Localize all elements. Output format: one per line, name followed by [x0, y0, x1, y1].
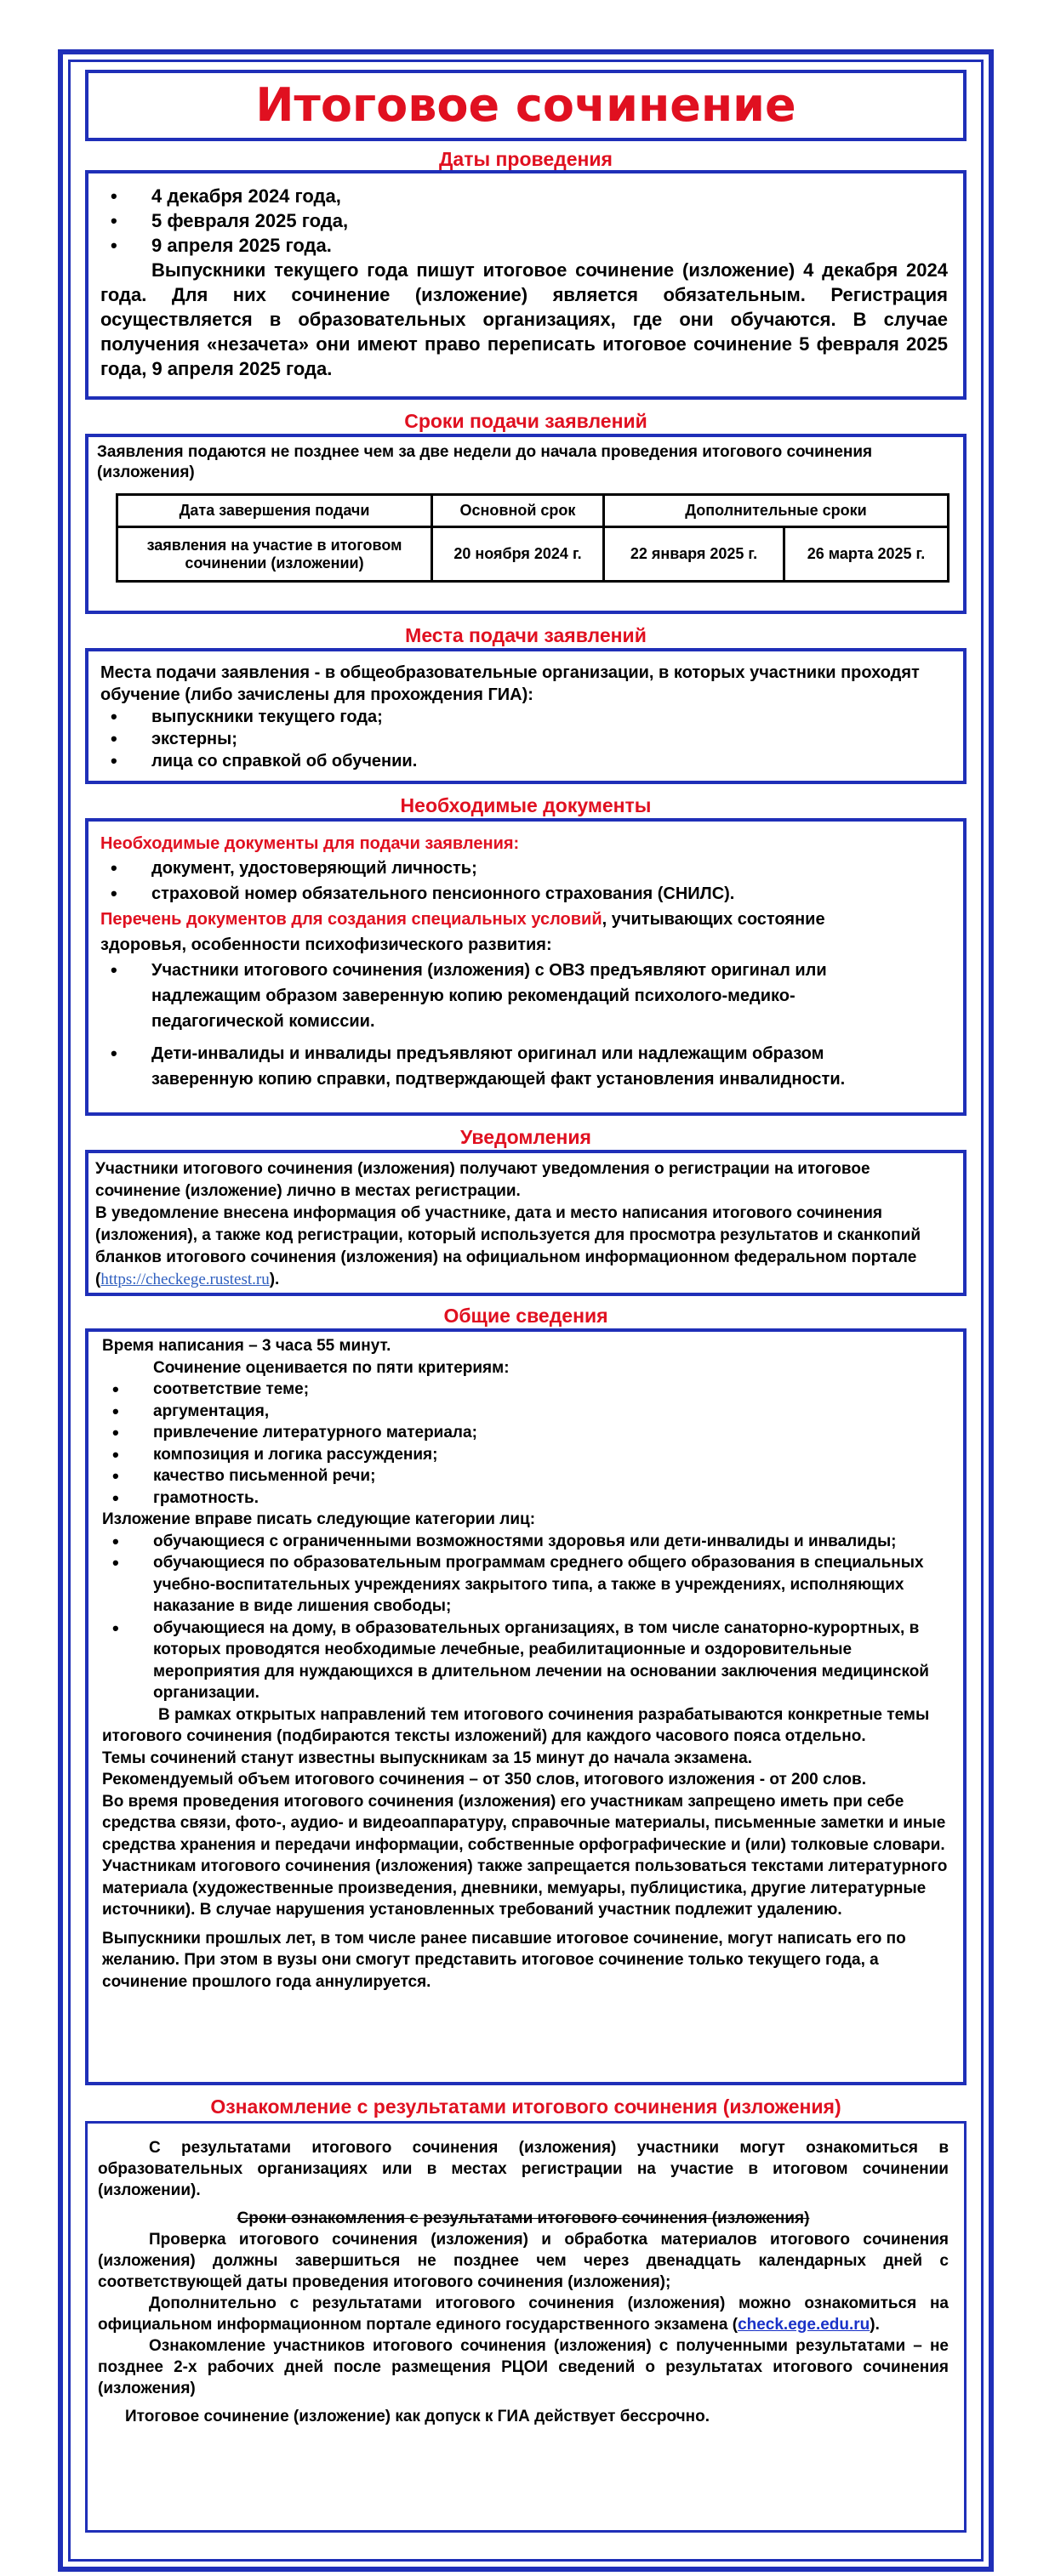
criteria-item: • грамотность. [102, 1487, 950, 1510]
general-time: Время написания – 3 часа 55 минут. [102, 1337, 391, 1355]
notices-p2 [95, 1203, 956, 1291]
results-box [85, 2121, 967, 2533]
criteria-item: • привлечение литературного материала; [102, 1422, 950, 1444]
notices-p2-text: В уведомление внесена информация об участнике, дата и место написания итогового сочинения (изложения), а также код регистрации, который используется для просмотра результатов и сканкопий бланков итогового сочинения (изложения) на официальном информационном федеральном портале ( [95, 1204, 921, 1288]
category-item: • обучающиеся на дому, в образовательных организациях, в том числе санаторно-курортных, в которых проводятся необходимые лечебные, реабилитационные и оздоровительные мероприятия для нуждающихся в длительном лечении на основании заключения медицинской организации. [102, 1618, 950, 1704]
docs-list1 [100, 856, 912, 907]
notices-box [85, 1150, 967, 1296]
dates-box [85, 170, 967, 400]
general-heading: Общие сведения [443, 1305, 608, 1327]
results-subheading: Сроки ознакомления с результатами итогового сочинения (изложения) [237, 2209, 810, 2227]
criteria-intro: Сочинение оценивается по пяти критериям: [153, 1358, 510, 1377]
general-topics: В рамках открытых направлений тем итогового сочинения разрабатываются конкретные темы итогового сочинения (подбираются тексты изложений) для каждого часового пояса отдельно. [102, 1705, 930, 1745]
date-item: • 4 декабря 2024 года, [100, 184, 948, 208]
place-item: • экстерны; [100, 728, 951, 750]
col-header-date: Дата завершения подачи [117, 495, 432, 527]
date-item: • 9 апреля 2025 года. [100, 233, 948, 258]
general-volume: Рекомендуемый объем итогового сочинения – от 350 слов, итогового изложения - от 200 слов. [102, 1771, 866, 1788]
check-ege-link[interactable]: check.ege.edu.ru [738, 2316, 870, 2334]
criteria-item: • качество письменной речи; [102, 1465, 950, 1487]
general-past: Выпускники прошлых лет, в том числе ранее писавшие итоговое сочинение, могут написать его по желанию. При этом в вузы они смогут представить итоговое сочинение только текущего года, а сочинение прошлого года аннулируется. [102, 1929, 906, 1991]
general-rules: Во время проведения итогового сочинения (изложения) его участникам запрещено иметь при себе средства связи, фото-, аудио- и видеоаппаратуру, справочные материалы, письменные заметки и иные средства хранения и передачи информации, собственные орфографические и (или) толковые словари. Участникам итогового сочинения (изложения) также запрещается пользоваться текстами литературного материала (художественные произведения, дневники, мемуары, публицистика, другие литературные источники). В случае нарушения установленных требований участник подлежит удалению. [102, 1792, 948, 1919]
doc-item: • страховой номер обязательного пенсионного страхования (СНИЛС). [100, 881, 912, 907]
results-p3 [98, 2293, 949, 2335]
categories-intro: Изложение вправе писать следующие категории лиц: [102, 1510, 536, 1528]
places-heading: Места подачи заявлений [405, 624, 647, 646]
notices-p1: Участники итогового сочинения (изложения) получают уведомления о регистрации на итоговое сочинение (изложение) лично в местах регистрации. [95, 1160, 870, 1200]
date-item: • 5 февраля 2025 года, [100, 208, 948, 233]
docs-box [85, 818, 967, 1116]
deadlines-intro: Заявления подаются не позднее чем за две недели до начала проведения итогового сочинения (изложения) [97, 443, 873, 481]
results-p3-end: ). [870, 2316, 880, 2334]
criteria-item: • композиция и логика рассуждения; [102, 1444, 950, 1466]
docs-sub1: Необходимые документы для подачи заявления: [100, 834, 520, 853]
results-heading: Ознакомление с результатами итогового сочинения (изложения) [210, 2095, 841, 2118]
criteria-item: • соответствие теме; [102, 1379, 950, 1401]
category-item: • обучающиеся с ограниченными возможностями здоровья или дети-инвалиды и инвалиды; [102, 1531, 950, 1553]
places-box [85, 648, 967, 784]
dates-list [100, 184, 948, 258]
page-title: Итоговое сочинение [85, 70, 967, 141]
docs-sub2-red: Перечень документов для создания специальных условий [100, 910, 602, 929]
docs-sub2 [100, 907, 912, 958]
dates-paragraph: Выпускники текущего года пишут итоговое сочинение (изложение) 4 декабря 2024 года. Для них сочинение (изложение) является обязательным. Регистрация осуществляется в образовательных организациях, где они обучаются. В случае получения «незачета» они имеют право переписать итоговое сочинение 5 февраля 2025 года, 9 апреля 2025 года. [100, 259, 948, 379]
notices-p2-end: ). [269, 1271, 280, 1288]
extra-deadline-2: 26 марта 2025 г. [784, 527, 949, 582]
docs-heading: Необходимые документы [400, 794, 652, 816]
places-list [100, 706, 951, 772]
col-header-extra: Дополнительные сроки [604, 495, 949, 527]
results-p4: Ознакомление участников итогового сочинения (изложения) с полученными результатами – не позднее 2-х рабочих дней после размещения РЦОИ сведений о результатах итогового сочинения (изложения) [98, 2337, 949, 2397]
main-deadline: 20 ноября 2024 г. [432, 527, 604, 582]
deadlines-box [85, 434, 967, 614]
results-p2: Проверка итогового сочинения (изложения) и обработка материалов итогового сочинения (изложения) должны завершиться не позднее чем через двенадцать календарных дней с соответствующей даты проведения итогового сочинения (изложения); [98, 2231, 949, 2291]
results-p5: Итоговое сочинение (изложение) как допуск к ГИА действует бессрочно. [125, 2408, 710, 2425]
general-box [85, 1328, 967, 2085]
dates-heading: Даты проведения [439, 148, 613, 170]
category-item: • обучающиеся по образовательным программам среднего общего образования в специальных учебно-воспитательных учреждениях закрытого типа, а также в учреждениях, исполняющих наказание в виде лишения свободы; [102, 1552, 950, 1618]
places-intro: Места подачи заявления - в общеобразовательные организации, в которых участники проходят обучение (либо зачислены для прохождения ГИА): [100, 663, 920, 704]
deadlines-table [116, 493, 950, 583]
categories-list [102, 1531, 950, 1704]
doc-special-item: • Участники итогового сочинения (изложения) с ОВЗ предъявляют оригинал или надлежащим образом заверенную копию рекомендаций психолого-медико-педагогической комиссии. [100, 958, 912, 1034]
results-p3-text: Дополнительно с результатами итогового сочинения (изложения) можно ознакомиться на официальном информационном портале единого государственного экзамена ( [98, 2295, 949, 2334]
extra-deadline-1: 22 января 2025 г. [604, 527, 784, 582]
criteria-item: • аргументация, [102, 1401, 950, 1423]
docs-list2 [100, 958, 912, 1092]
notices-heading: Уведомления [460, 1126, 591, 1148]
docs-sub2-rest: , учитывающих состояние здоровья, особенности психофизического развития: [100, 910, 825, 954]
place-item: • выпускники текущего года; [100, 706, 951, 728]
doc-special-item: • Дети-инвалиды и инвалиды предъявляют оригинал или надлежащим образом заверенную копию справки, подтверждающей факт установления инвалидности. [100, 1041, 912, 1092]
results-p1: С результатами итогового сочинения (изложения) участники могут ознакомиться в образовательных организациях или в местах регистрации на участие в итоговом сочинении (изложении). [98, 2139, 949, 2199]
row-label: заявления на участие в итоговом сочинении (изложении) [117, 527, 432, 582]
general-15min: Темы сочинений станут известны выпускникам за 15 минут до начала экзамена. [102, 1749, 753, 1767]
deadlines-heading: Сроки подачи заявлений [404, 410, 647, 432]
place-item: • лица со справкой об обучении. [100, 750, 951, 772]
checkege-link[interactable]: https://checkege.rustest.ru [100, 1271, 270, 1288]
criteria-list [102, 1379, 950, 1509]
col-header-main: Основной срок [432, 495, 604, 527]
doc-item: • документ, удостоверяющий личность; [100, 856, 912, 881]
